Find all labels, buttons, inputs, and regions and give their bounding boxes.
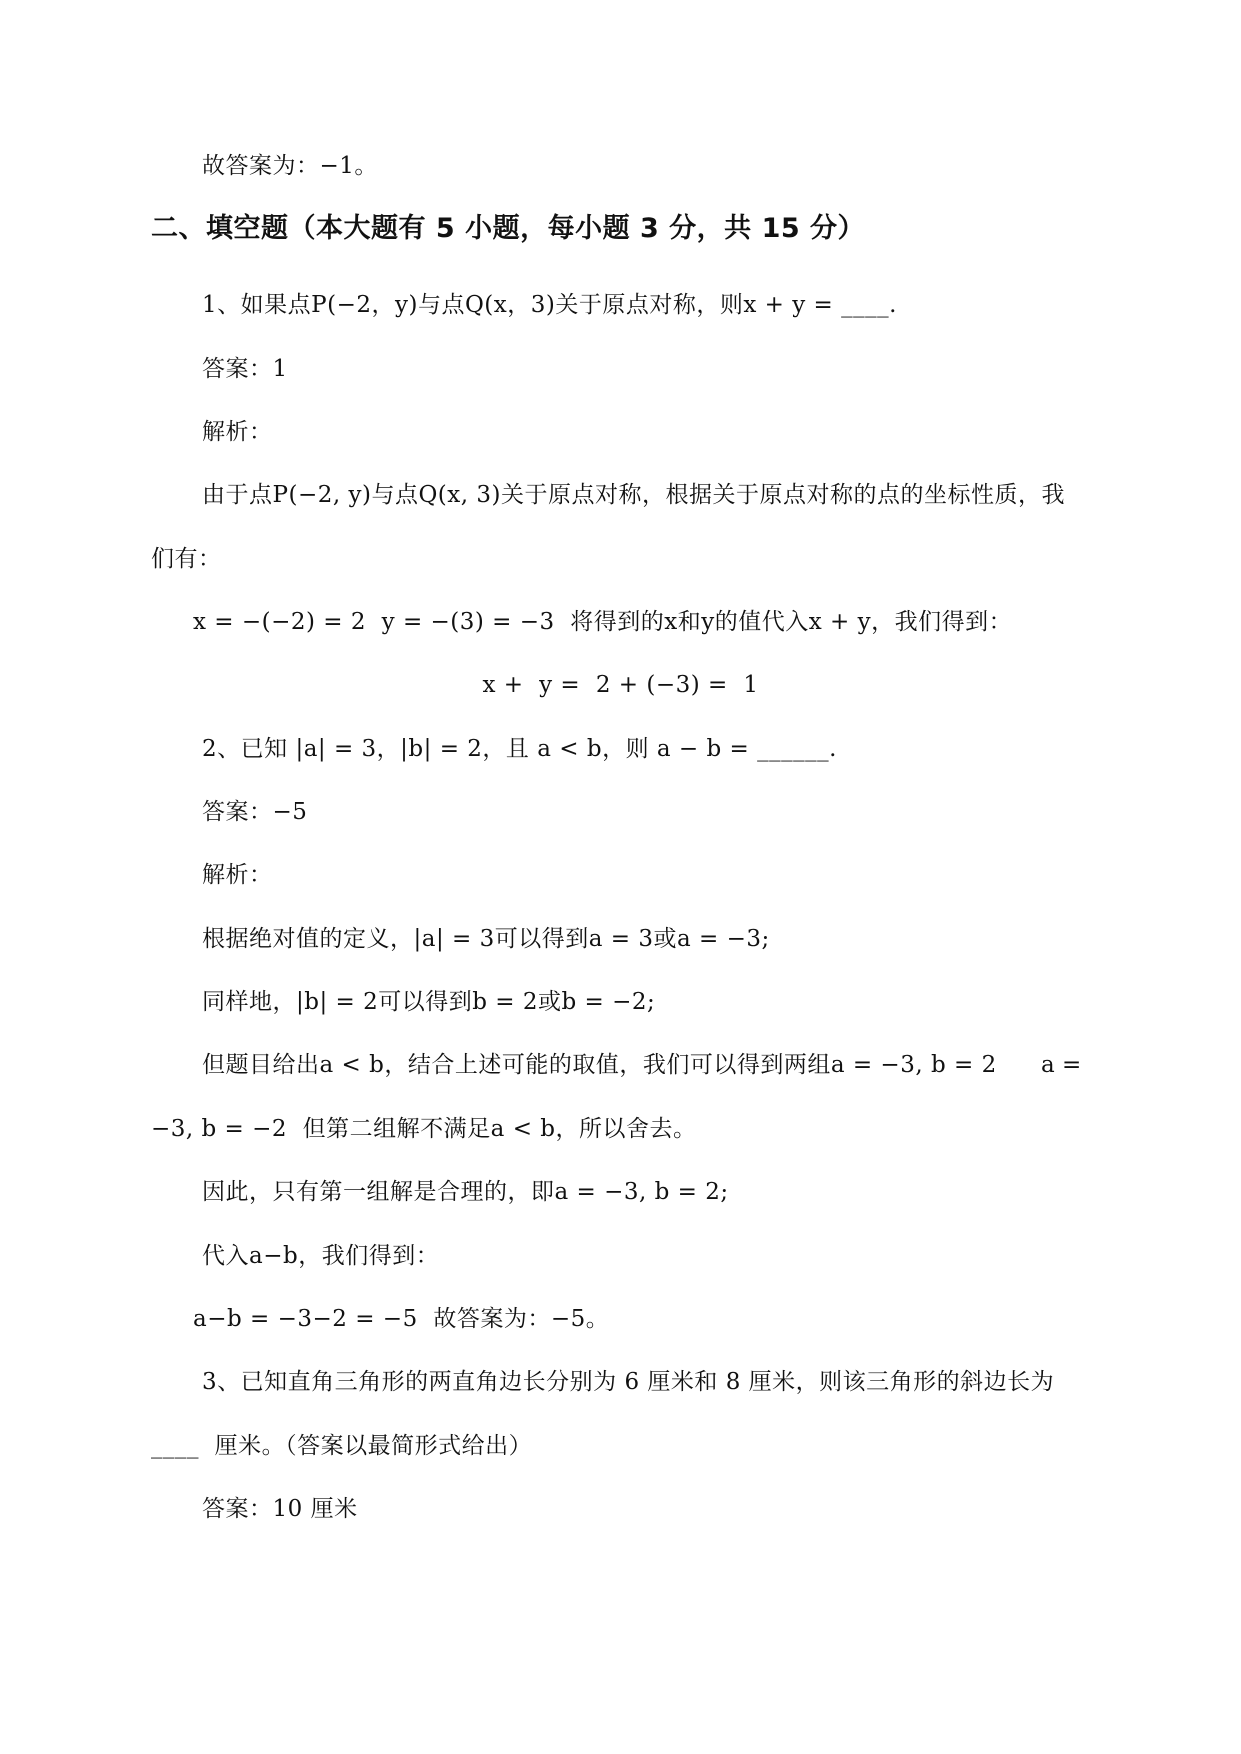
q3-answer: 答案：10 厘米 <box>202 1496 358 1522</box>
q3-question-line2: ____ 厘米。（答案以最简形式给出） <box>151 1433 533 1459</box>
q2-step-result: a−b = −3−2 = −5 故答案为：−5。 <box>193 1306 610 1332</box>
q2-step-conclusion: 因此，只有第一组解是合理的，即a = −3, b = 2; <box>202 1179 729 1205</box>
q1-analysis-paragraph-line2: 们有： <box>151 546 222 572</box>
q2-question: 2、已知 |a| = 3，|b| = 2，且 a < b，则 a − b = ______. <box>202 736 837 762</box>
section-heading: 二、填空题（本大题有 5 小题，每小题 3 分，共 15 分） <box>151 213 866 244</box>
q2-step-abs-a: 根据绝对值的定义，|a| = 3可以得到a = 3或a = −3; <box>202 926 770 952</box>
q2-step-combine-line1: 但题目给出a < b，结合上述可能的取值，我们可以得到两组a = −3, b = 2 <box>202 1052 997 1078</box>
q1-centered-equation: x + y = 2 + (−3) = 1 <box>482 672 759 698</box>
previous-answer-line: 故答案为：−1。 <box>202 153 378 179</box>
q1-analysis-paragraph-line1: 由于点P(−2, y)与点Q(x, 3)关于原点对称，根据关于原点对称的点的坐标性质，我 <box>202 482 1065 508</box>
q3-question-line1: 3、已知直角三角形的两直角边长分别为 6 厘米和 8 厘米，则该三角形的斜边长为 <box>202 1369 1055 1395</box>
q2-answer: 答案：−5 <box>202 799 308 825</box>
q1-answer: 答案：1 <box>202 356 288 382</box>
q2-step-combine-line2: −3, b = −2 但第二组解不满足a < b，所以舍去。 <box>151 1116 697 1142</box>
q2-step-abs-b: 同样地，|b| = 2可以得到b = 2或b = −2; <box>202 989 656 1015</box>
q1-question: 1、如果点P(−2，y)与点Q(x，3)关于原点对称，则x + y = ____. <box>202 292 897 318</box>
q1-analysis-label: 解析： <box>202 419 273 445</box>
q2-analysis-label: 解析： <box>202 862 273 888</box>
q2-step-substitute: 代入a−b，我们得到： <box>202 1243 440 1269</box>
q2-step-combine-line1-right: a = <box>1041 1052 1082 1078</box>
q1-equation-line: x = −(−2) = 2 y = −(3) = −3 将得到的x和y的值代入x + y，我们得到： <box>193 609 1013 635</box>
